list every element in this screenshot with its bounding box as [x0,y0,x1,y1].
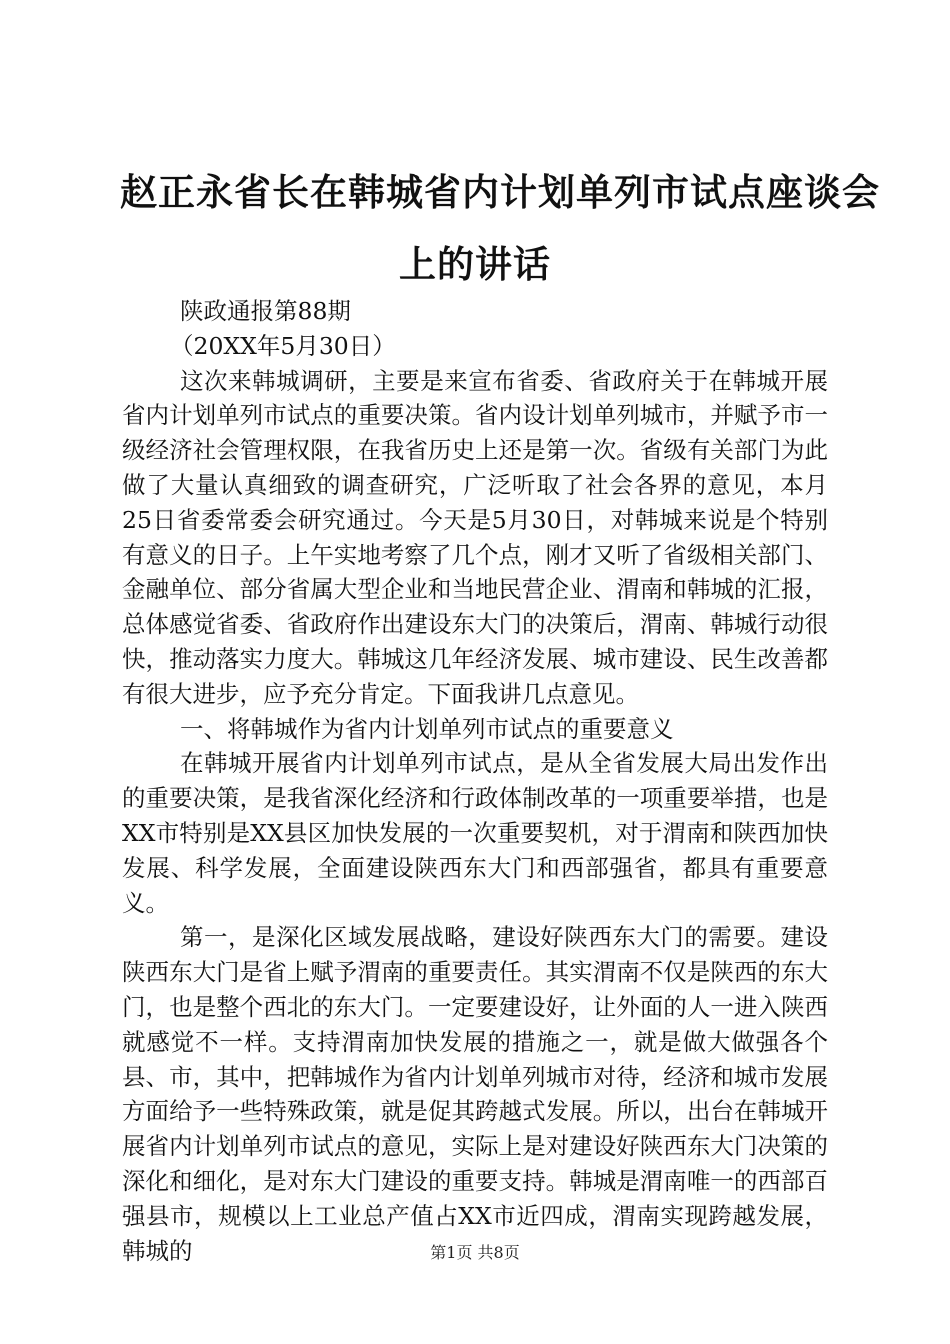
paragraph-intro: 这次来韩城调研，主要是来宣布省委、省政府关于在韩城开展省内计划单列市试点的重要决策。省内设计划单列城市，并赋予市一级经济社会管理权限，在我省历史上还是第一次。省级有关部门为此做了大量认真细致的调查研究，广泛听取了社会各界的意见，本月25日省委常委会研究通过。今天是5月30日，对韩城来说是个特别有意义的日子。上午实地考察了几个点，刚才又听了省级相关部门、金融单位、部分省属大型企业和当地民营企业、渭南和韩城的汇报，总体感觉省委、省政府作出建设东大门的决策后，渭南、韩城行动很快，推动落实力度大。韩城这几年经济发展、城市建设、民生改善都有很大进步，应予充分肯定。下面我讲几点意见。 [122,366,828,708]
title-line-2: 上的讲话 [399,242,551,286]
paragraph-significance: 在韩城开展省内计划单列市试点，是从全省发展大局出发作出的重要决策，是我省深化经济和行政体制改革的一项重要举措，也是XX市特别是XX县区加快发展的一次重要契机，对于渭南和陕西加快发展、科学发展，全面建设陕西东大门和西部强省，都具有重要意义。 [122,749,828,917]
document-body [122,294,828,1268]
source-line: 陕政通报第88期 [180,297,351,325]
date-line: （20XX年5月30日） [170,331,396,360]
page-footer: 第1页 共8页 [430,1243,520,1262]
title-line-1: 赵正永省长在韩城省内计划单列市试点座谈会 [120,170,880,214]
paragraph-first-point: 第一，是深化区域发展战略，建设好陕西东大门的需要。建设陕西东大门是省上赋予渭南的重要责任。其实渭南不仅是陕西的东大门，也是整个西北的东大门。一定要建设好，让外面的人一进入陕西就感觉不一样。支持渭南加快发展的措施之一，就是做大做强各个县、市，其中，把韩城作为省内计划单列城市对待，经济和城市发展方面给予一些特殊政策，就是促其跨越式发展。所以，出台在韩城开展省内计划单列市试点的意见，实际上是对建设好陕西东大门决策的深化和细化，是对东大门建设的重要支持。韩城是渭南唯一的西部百强县市，规模以上工业总产值占XX市近四成，渭南实现跨越发展，韩城的 [122,923,828,1265]
document-title [120,156,880,300]
section-heading-1: 一、将韩城作为省内计划单列市试点的重要意义 [180,714,674,743]
